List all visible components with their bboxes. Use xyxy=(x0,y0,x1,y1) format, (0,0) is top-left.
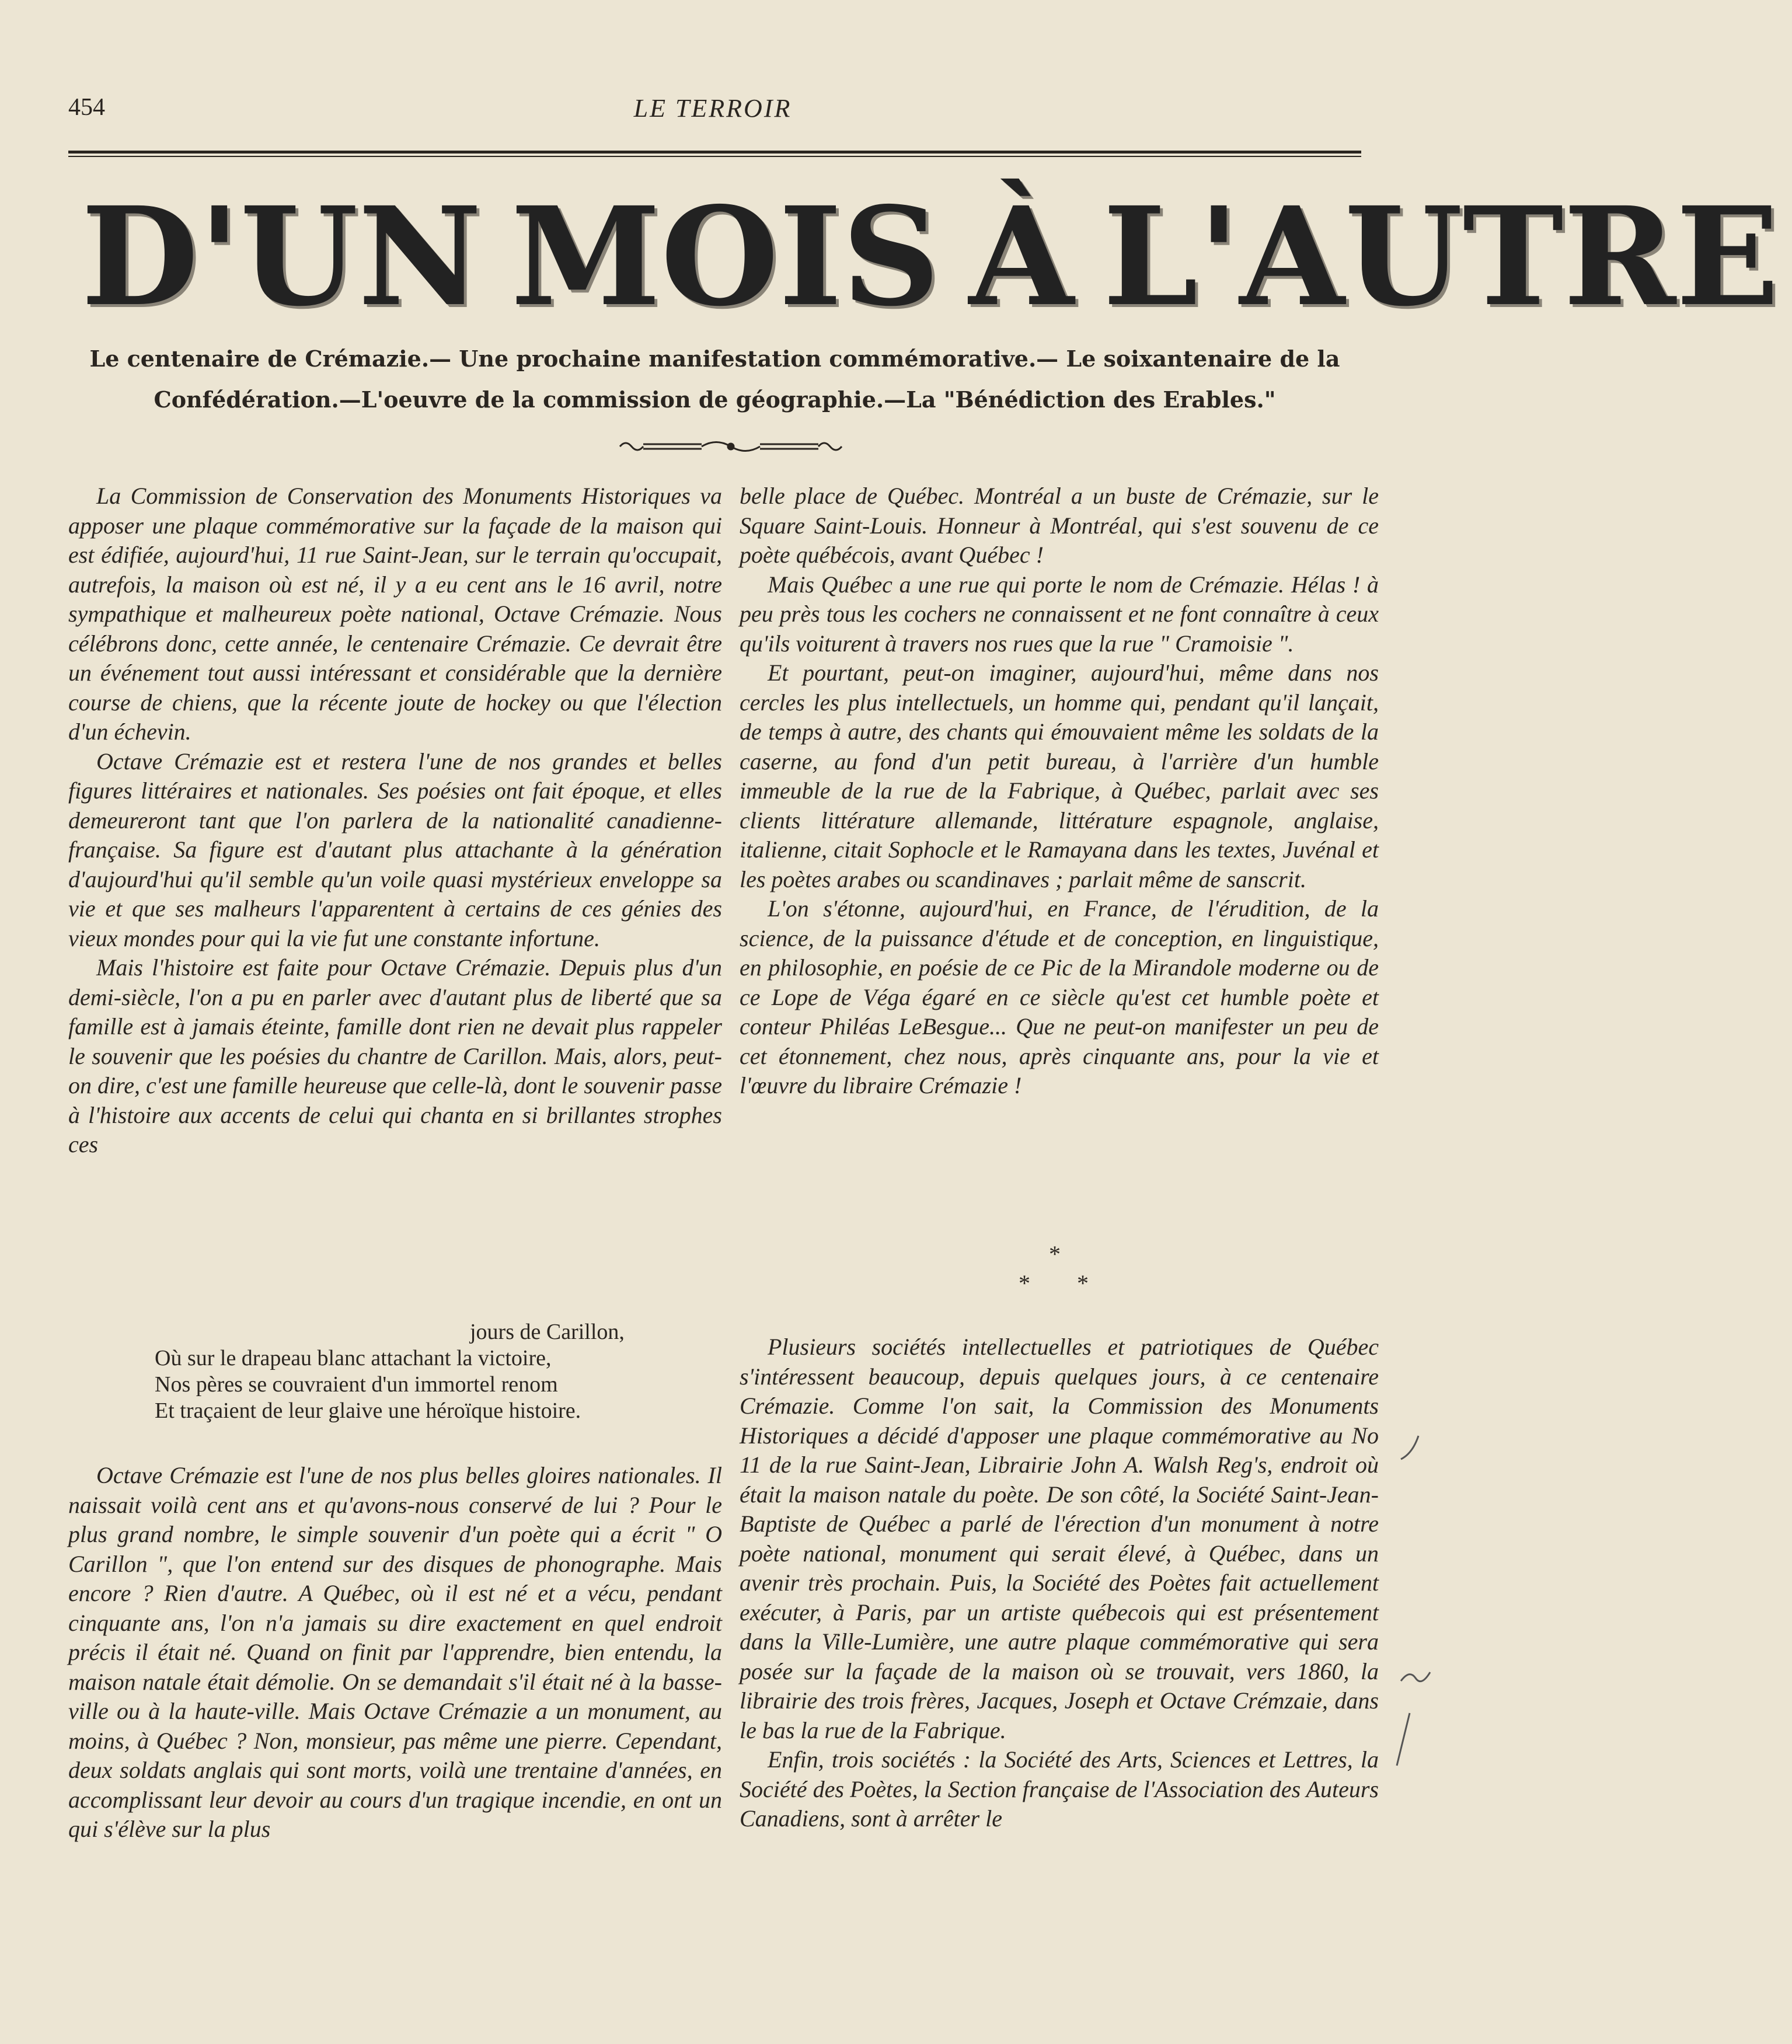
paragraph: Mais Québec a une rue qui porte le nom de Crémazie. Hélas ! à peu près tous les cochers ne connaissent et ne font connaître à ceux qu'ils voiturent à travers nos rues que la rue " Cramoisie ". xyxy=(740,571,1379,657)
left-column-top xyxy=(68,482,722,1160)
paragraph: La Commission de Conservation des Monuments Historiques va apposer une plaque commémorative sur la façade de la maison qui est édifiée, aujourd'hui, 11 rue Saint-Jean, sur le terrain qu'occupait, autrefois, la maison où est né, il y a eu cent ans le 16 avril, notre sympathique et malheureux poète national, Octave Crémazie. Nous célébrons donc, cette année, le centenaire Crémazie. Ce devrait être un événement tout aussi intéressant et considérable que la dernière course de chiens, que la récente joute de hockey ou que l'élection d'un échevin. xyxy=(68,483,722,745)
pencil-mark-icon xyxy=(1398,1658,1433,1693)
header-rule-thin xyxy=(68,156,1361,157)
asterisk: * xyxy=(1077,1270,1089,1296)
poem-quotation xyxy=(155,1319,680,1424)
article-summary xyxy=(68,339,1361,420)
headline-word-dun: D'UN xyxy=(81,177,482,336)
paragraph: Octave Crémazie est l'une de nos plus belles gloires nationales. Il naissait voilà cent ans et qu'avons-nous conservé de lui ? Pour le plus grand nombre, le simple souvenir d'un poète qui a écrit " O Carillon ", que l'on entend sur des disques de phonographe. Mais encore ? Rien d'autre. A Québec, où il est né et a vécu, pendant cinquante ans, l'on n'a jamais su dire exactement en quel endroit précis il était né. Quand on finit par l'apprendre, bien entendu, la maison natale était démolie. On se demandait s'il était né à la basse-ville ou à la haute-ville. Mais Octave Crémazie a un monument, au moins, à Québec ? Non, monsieur, pas même une pierre. Cependant, deux soldats anglais qui sont morts, voilà une trentaine d'années, en accomplissant leur devoir au cours d'un tragique incendie, en ont un qui s'élève sur la plus xyxy=(68,1462,722,1842)
paragraph: Plusieurs sociétés intellectuelles et patriotiques de Québec s'intéressent beaucoup, depuis quelques jours, à ce centenaire Crémazie. Comme l'on sait, la Commission des Monuments Historiques a décidé d'apposer une plaque commémorative au No 11 de la rue Saint-Jean, Librairie John A. Walsh Reg's, endroit où était la maison natale du poète. De son côté, la Société Saint-Jean-Baptiste de Québec a parlé de l'érection d'un monument à notre poète national, monument qui serait élevé, à Québec, dans un avenir très prochain. Puis, la Société des Poètes fait actuellement exécuter, à Paris, par un artiste québecois qui est présentement dans la Ville-Lumière, une autre plaque commémorative qui sera posée sur la façade de la maison où se trouvait, vers 1860, la librairie des trois frères, Jacques, Joseph et Octave Crémzaie, dans le bas la rue de la Fabrique. xyxy=(740,1334,1379,1743)
headline-word-mois: MOIS xyxy=(511,177,940,336)
poem-line: Nos pères se couvraient d'un immortel renom xyxy=(155,1372,558,1397)
article-headline xyxy=(68,177,1780,336)
pencil-mark-icon xyxy=(1392,1710,1416,1769)
running-head xyxy=(68,93,1357,128)
paragraph: Octave Crémazie est et restera l'une de nos grandes et belles figures littéraires et nationales. Ses poésies ont fait époque, et elles demeureront tant que l'on parlera de la nationalité canadienne-française. Sa figure est d'autant plus attachante à la génération d'aujourd'hui qu'il semble qu'un voile quasi mystérieux enveloppe sa vie et que ses malheurs l'apparentent à certains de ces génies des vieux mondes pour qui la vie fut une constante infortune. xyxy=(68,748,722,951)
summary-line-1: Le centenaire de Crémazie.— Une prochaine manifestation commémorative.— Le soixantenaire de la xyxy=(89,346,1340,372)
asterisk: * xyxy=(1049,1241,1061,1267)
poem-line: jours de Carillon, xyxy=(470,1320,625,1344)
headline-word-a: À xyxy=(968,177,1074,336)
header-rule-thick xyxy=(68,151,1361,154)
paragraph: L'on s'étonne, aujourd'hui, en France, de l'érudition, de la science, de la puissance d'étude et de conception, en linguistique, en philosophie, en poésie de ce Pic de la Mirandole moderne ou de ce Lope de Véga égaré en ce siècle qu'est cet humble poète et conteur Philéas LeBesgue... Que ne peut-on manifester un peu de cet étonnement, chez nous, après cinquante ans, pour la vie et l'œuvre du libraire Crémazie ! xyxy=(740,895,1379,1098)
journal-title: LE TERROIR xyxy=(633,94,792,123)
poem-line: Où sur le drapeau blanc attachant la victoire, xyxy=(155,1346,552,1370)
section-asterism xyxy=(1019,1240,1089,1304)
left-column-bottom xyxy=(68,1461,722,1844)
paragraph: Et pourtant, peut-on imaginer, aujourd'hui, même dans nos cercles les plus intellectuels, un homme qui, pendant qu'il lançait, de temps à autre, des chants qui émouvaient même les soldats de la caserne, au fond d'un petit bureau, à l'arrière d'un humble immeuble de la rue de la Fabrique, à Québec, parlait avec ses clients littérature allemande, littérature espagnole, anglaise, italienne, citait Sophocle et le Ramayana dans les textes, Juvénal et les poètes arabes ou scandinaves ; parlait même de sanscrit. xyxy=(740,660,1379,892)
right-column-bottom xyxy=(740,1333,1379,1834)
asterisk: * xyxy=(1019,1270,1030,1296)
page-number: 454 xyxy=(68,94,105,121)
ornament-divider xyxy=(614,435,848,458)
paragraph: Mais l'histoire est faite pour Octave Crémazie. Depuis plus d'un demi-siècle, l'on a pu en parler avec d'autant plus de liberté que sa famille est à jamais éteinte, famille dont rien ne devait plus rappeler le souvenir que les poésies du chantre de Carillon. Mais, alors, peut-on dire, c'est une famille heureuse que celle-là, dont le souvenir passe à l'histoire aux accents de celui qui chanta en si brillantes strophes ces xyxy=(68,954,722,1157)
poem-line: Et traçaient de leur glaive une héroïque histoire. xyxy=(155,1398,581,1423)
headline-word-lautre: L'AUTRE xyxy=(1103,177,1780,336)
paragraph: belle place de Québec. Montréal a un buste de Crémazie, sur le Square Saint-Louis. Honneur à Montréal, qui s'est souvenu de ce poète québécois, avant Québec ! xyxy=(740,483,1379,568)
pencil-mark-icon xyxy=(1395,1424,1430,1471)
right-column-top xyxy=(740,482,1379,1101)
summary-line-2: Confédération.—L'oeuvre de la commission de géographie.—La "Bénédiction des Erables." xyxy=(154,386,1276,413)
paragraph: Enfin, trois sociétés : la Société des Arts, Sciences et Lettres, la Société des Poètes, la Section française de l'Association des Auteurs Canadiens, sont à arrêter le xyxy=(740,1746,1379,1832)
